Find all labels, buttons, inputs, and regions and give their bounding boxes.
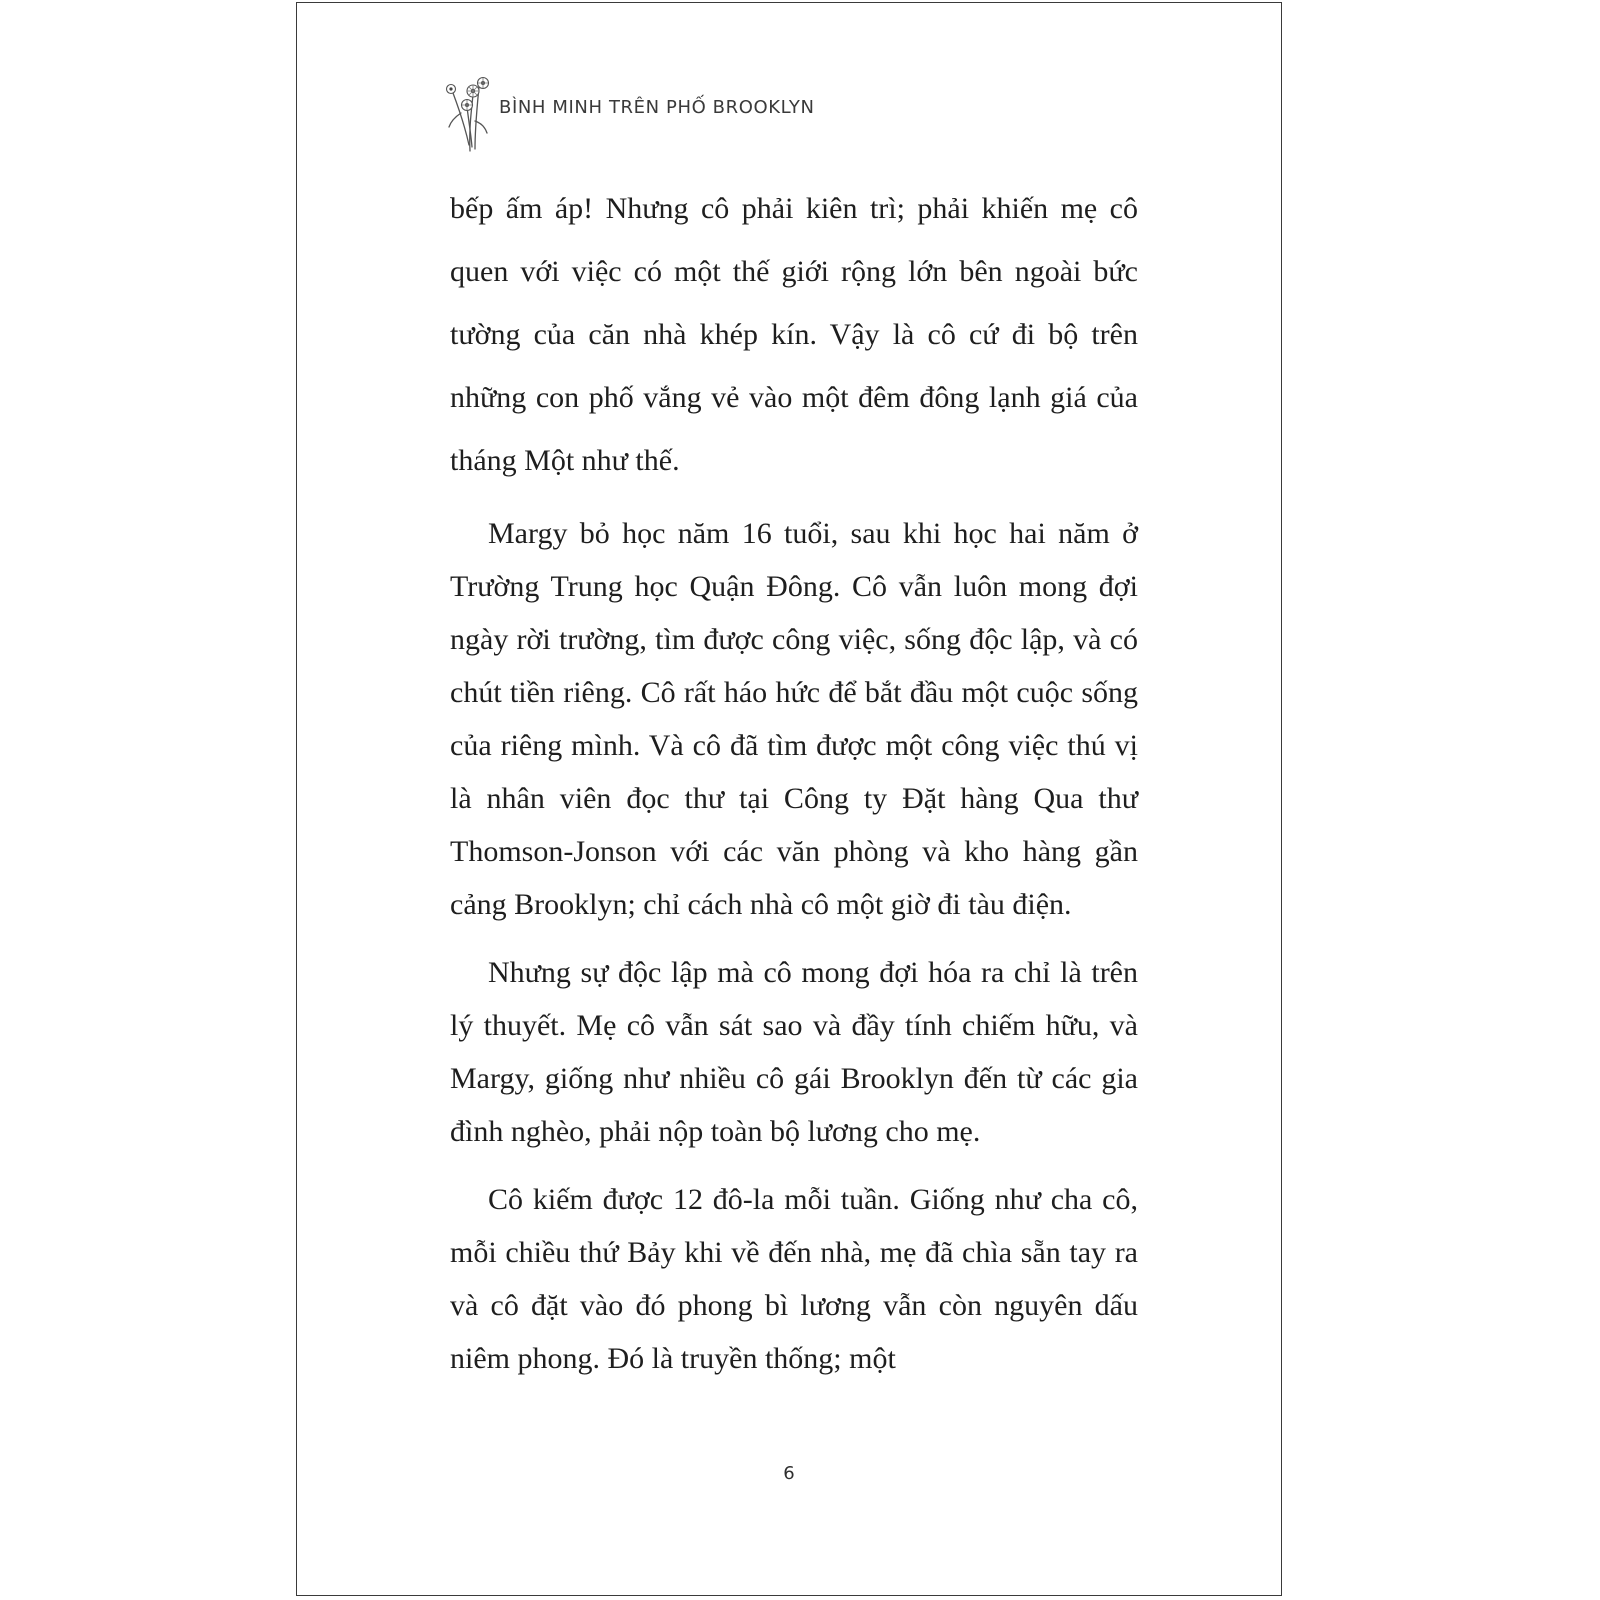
book-page bbox=[296, 2, 1282, 1596]
running-title: BÌNH MINH TRÊN PHỐ BROOKLYN bbox=[499, 97, 815, 118]
paragraph: Cô kiếm được 12 đô-la mỗi tuần. Giống như cha cô, mỗi chiều thứ Bảy khi về đến nhà, mẹ đã chìa sẵn tay ra và cô đặt vào đó phong bì lương vẫn còn nguyên dấu niêm phong. Đó là truyền thống; một bbox=[450, 1183, 1138, 1375]
running-header bbox=[439, 73, 1039, 163]
flower-icon bbox=[439, 73, 505, 153]
paragraph: Margy bỏ học năm 16 tuổi, sau khi học hai năm ở Trường Trung học Quận Đông. Cô vẫn luôn mong đợi ngày rời trường, tìm được công việc, sống độc lập, và có chút tiền riêng. Cô rất háo hức để bắt đầu một cuộc sống của riêng mình. Và cô đã tìm được một công việc thú vị là nhân viên đọc thư tại Công ty Đặt hàng Qua thư Thomson-Jonson với các văn phòng và kho hàng gần cảng Brooklyn; chỉ cách nhà cô một giờ đi tàu điện. bbox=[450, 517, 1138, 921]
body-text bbox=[450, 177, 1138, 1385]
paragraph: bếp ấm áp! Nhưng cô phải kiên trì; phải khiến mẹ cô quen với việc có một thế giới rộng lớn bên ngoài bức tường của căn nhà khép kín. Vậy là cô cứ đi bộ trên những con phố vắng vẻ vào một đêm đông lạnh giá của tháng Một như thế. bbox=[450, 192, 1138, 477]
page-number: 6 bbox=[783, 1463, 795, 1484]
paragraph: Nhưng sự độc lập mà cô mong đợi hóa ra chỉ là trên lý thuyết. Mẹ cô vẫn sát sao và đầy tính chiếm hữu, và Margy, giống như nhiều cô gái Brooklyn đến từ các gia đình nghèo, phải nộp toàn bộ lương cho mẹ. bbox=[450, 956, 1138, 1148]
